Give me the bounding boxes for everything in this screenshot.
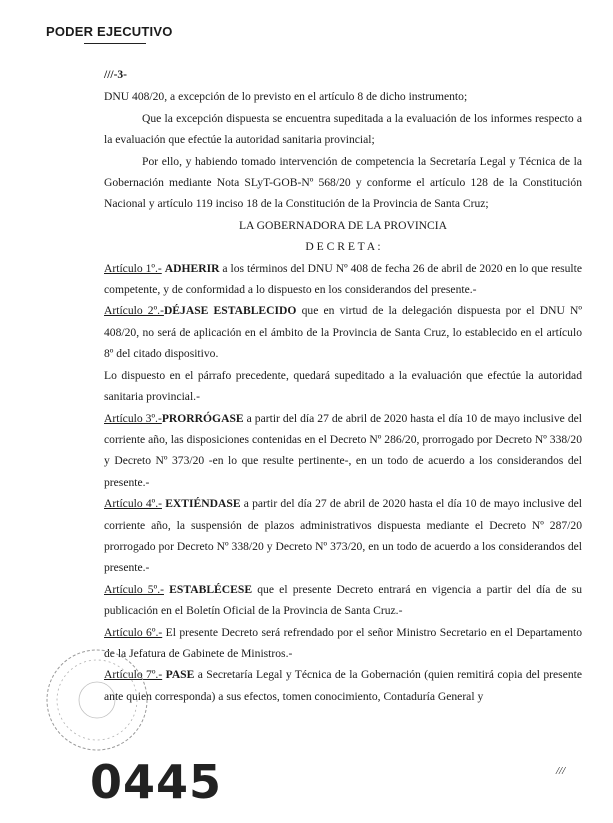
article-text: a partir del día 27 de abril de 2020 hasta el día 10 de mayo inclusive del corriente año, las disposiciones contenidas en el Decreto Nº 286/20, prorrogado por Decreto Nº 338/20 y Decreto Nº 373/20 -en lo que resulte pertinente-, en un todo de acuerdo a los considerandos del presente.- xyxy=(104,411,583,489)
authority-heading: LA GOBERNADORA DE LA PROVINCIA xyxy=(238,218,448,232)
article-text: a los términos del DNU Nº 408 de fecha 26 de abril de 2020 en lo que resulte competente, y de conformidad a lo dispuesto en los considerandos del presente.- xyxy=(104,261,582,297)
article-verb: EXTIÉNDASE xyxy=(165,497,241,511)
article-2-note: Lo dispuesto en el párrafo precedente, quedará supeditado a la evaluación que efectúe la autoridad sanitaria provincial.- xyxy=(104,368,582,404)
article-6 xyxy=(104,622,582,665)
article-verb: ESTABLÉCESE xyxy=(169,582,253,596)
article-label: Artículo 3º.- xyxy=(104,411,162,425)
article-label: Artículo 6º.- xyxy=(104,625,163,639)
article-text: que el presente Decreto entrará en vigencia a partir del día de su publicación en el Boletín Oficial de la Provincia de Santa Cruz.- xyxy=(104,582,583,618)
article-3 xyxy=(104,408,582,494)
decree-number: 0445 xyxy=(90,755,223,809)
article-verb: DÉJASE ESTABLECIDO xyxy=(163,304,297,318)
article-text: que en virtud de la delegación dispuesta por el DNU Nº 408/20, no será de aplicación en el ámbito de la Provincia de Santa Cruz, lo establecido en el artículo 8º del citado dispositivo. xyxy=(104,304,583,361)
page-marker: ///-3- xyxy=(104,69,127,81)
continuation-mark: /// xyxy=(556,765,566,777)
article-text: El presente Decreto será refrendado por el señor Ministro Secretario en el Departamento de la Jefatura de Gabinete de Ministros.- xyxy=(104,625,583,660)
article-text: a partir del día 27 de abril de 2020 hasta el día 10 de mayo inclusive del corriente año, la suspensión de plazos administrativos dispuesta mediante el Decreto Nº 287/20 prorrogado por Decreto Nº 338/20 y Decreto Nº 373/20, en un todo de acuerdo a los considerandos del presente.- xyxy=(104,497,583,575)
article-verb: PRORRÓGASE xyxy=(161,411,244,425)
article-4 xyxy=(104,493,582,579)
decree-heading: D E C R E T A : xyxy=(305,240,381,254)
article-label: Artículo 2º.- xyxy=(104,304,164,318)
paragraph-exception: Que la excepción dispuesta se encuentra supeditada a la evaluación de los informes respecto a la evaluación que efectúe la autoridad sanitaria provincial; xyxy=(104,111,582,147)
article-5 xyxy=(104,579,582,622)
official-seal-stamp xyxy=(42,640,152,760)
article-text: a Secretaría Legal y Técnica de la Gobernación (quien remitirá copia del presente ante quien corresponda) a sus efectos, tomen conocimiento, Contaduría General y xyxy=(104,668,583,703)
article-1 xyxy=(104,258,582,301)
article-7 xyxy=(104,664,582,707)
article-label: Artículo 1º.- xyxy=(104,261,162,275)
article-2 xyxy=(104,300,582,364)
paragraph-por-ello: Por ello, y habiendo tomado intervención de competencia la Secretaría Legal y Técnica de la Gobernación mediante Nota SLyT-GOB-Nº 568/20 y conforme el artículo 128 de la Constitución Nacional y artículo 119 inciso 18 de la Constitución de la Provincia de Santa Cruz; xyxy=(104,154,582,211)
article-verb: PASE xyxy=(165,668,195,682)
document-body xyxy=(104,65,582,707)
article-verb: ADHERIR xyxy=(164,261,220,275)
article-label: Artículo 5º.- xyxy=(104,582,164,596)
letterhead-underline xyxy=(84,43,146,44)
letterhead-title: PODER EJECUTIVO xyxy=(46,24,173,39)
article-label: Artículo 4º.- xyxy=(104,497,162,511)
article-label: Artículo 7º.- xyxy=(104,668,163,682)
paragraph-dnu: DNU 408/20, a excepción de lo previsto en el artículo 8 de dicho instrumento; xyxy=(104,90,468,104)
